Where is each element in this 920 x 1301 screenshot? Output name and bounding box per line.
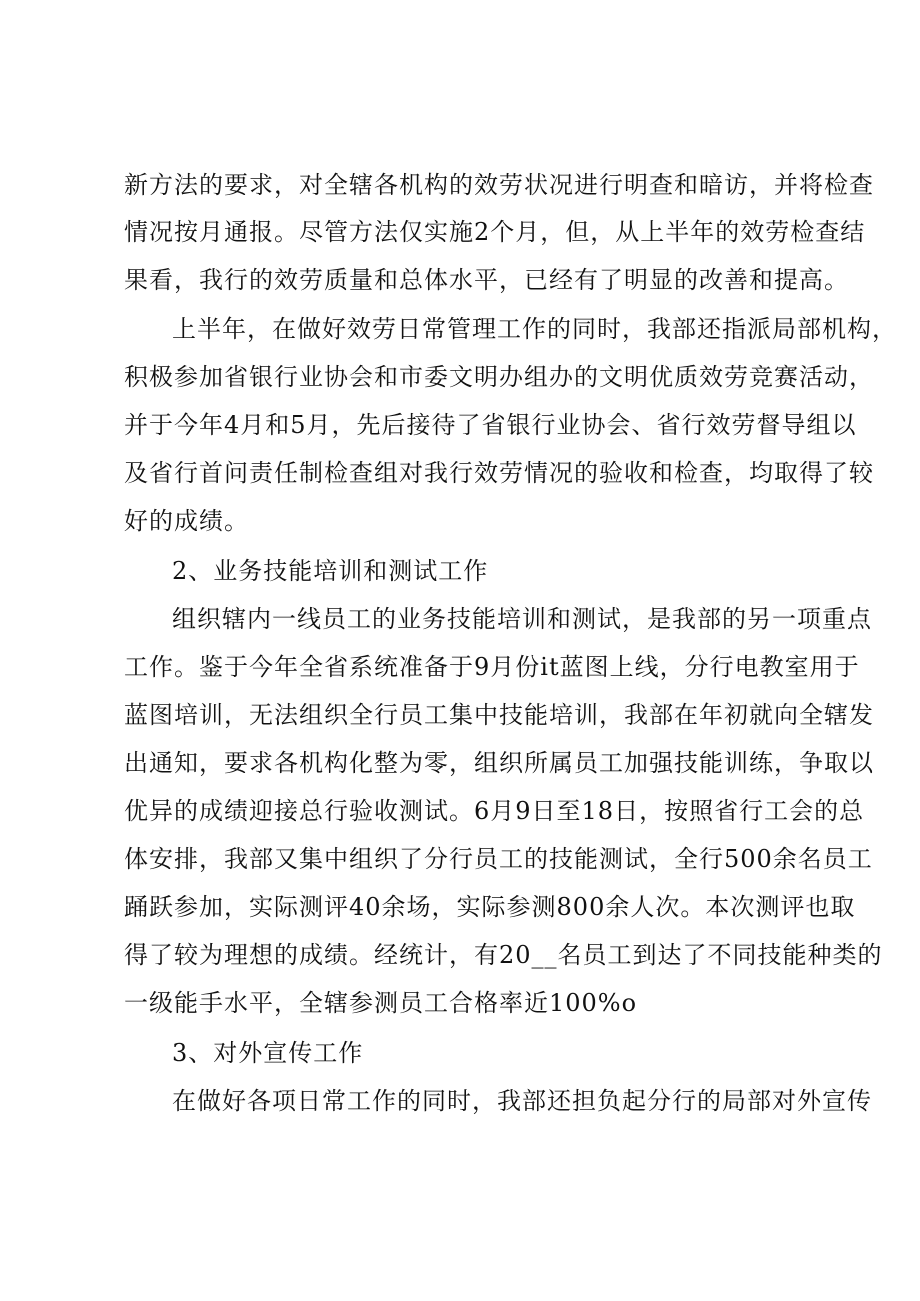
text-line: 积极参加省银行业协会和市委文明办组办的文明优质效劳竞赛活动， [124, 363, 874, 391]
text-line: 出通知，要求各机构化整为零，组织所属员工加强技能训练，争取以 [124, 749, 874, 777]
paragraph-first-line: 上半年，在做好效劳日常管理工作的同时，我部还指派局部机构， [172, 315, 897, 343]
paragraph-first-line: 组织辖内一线员工的业务技能培训和测试，是我部的另一项重点 [172, 605, 872, 633]
text-line: 及省行首问责任制检查组对我行效劳情况的验收和检查，均取得了较 [124, 459, 874, 487]
text-line: 新方法的要求，对全辖各机构的效劳状况进行明查和暗访，并将检查 [124, 171, 874, 199]
text-line: 果看，我行的效劳质量和总体水平，已经有了明显的改善和提高。 [124, 266, 849, 294]
text-line: 工作。鉴于今年全省系统准备于9月份it蓝图上线，分行电教室用于 [124, 653, 860, 681]
text-line: 体安排，我部又集中组织了分行员工的技能测试，全行500余名员工 [124, 845, 873, 873]
text-line: 得了较为理想的成绩。经统计，有20__名员工到达了不同技能种类的 [124, 941, 883, 969]
text-line: 好的成绩。 [124, 507, 249, 535]
text-line: 蓝图培训，无法组织全行员工集中技能培训，我部在年初就向全辖发 [124, 701, 874, 729]
section-heading: 2、业务技能培训和测试工作 [172, 557, 489, 585]
text-line: 一级能手水平，全辖参测员工合格率近100%o [124, 989, 638, 1017]
section-heading: 3、对外宣传工作 [172, 1039, 364, 1067]
paragraph-first-line: 在做好各项日常工作的同时，我部还担负起分行的局部对外宣传 [172, 1087, 872, 1115]
text-line: 并于今年4月和5月，先后接待了省银行业协会、省行效劳督导组以 [124, 411, 857, 439]
text-line: 优异的成绩迎接总行验收测试。6月9日至18日，按照省行工会的总 [124, 797, 865, 825]
text-line: 踊跃参加，实际测评40余场，实际参测800余人次。本次测评也取 [124, 893, 856, 921]
text-line: 情况按月通报。尽管方法仅实施2个月，但，从上半年的效劳检查结 [124, 218, 866, 246]
